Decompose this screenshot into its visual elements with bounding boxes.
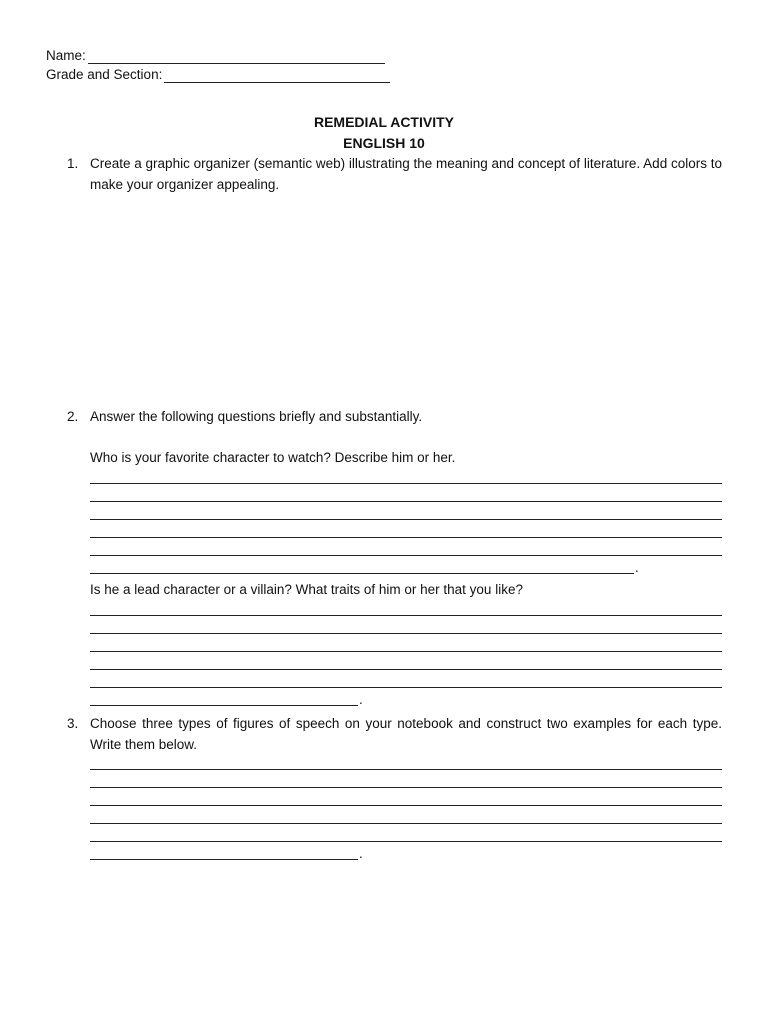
item-2-question-1: Who is your favorite character to watch? Describe him or her. [90, 450, 456, 465]
answer-line[interactable] [90, 670, 722, 688]
answer-line[interactable] [90, 842, 358, 860]
answer-line[interactable] [90, 502, 722, 520]
answer-line[interactable] [90, 538, 722, 556]
item-3-number: 3. [67, 716, 79, 731]
item-2-answer-area-1 [90, 466, 722, 574]
item-1-text: Create a graphic organizer (semantic web) illustrating the meaning and concept of literature. Add colors to make your organizer appealing. [90, 156, 722, 192]
answer-line-end [90, 556, 722, 574]
item-2-number: 2. [67, 409, 79, 424]
answer-line[interactable] [90, 484, 722, 502]
answer-line[interactable] [90, 788, 722, 806]
grade-section-input-line[interactable] [164, 69, 390, 83]
name-field-row [46, 46, 385, 64]
subject-title: ENGLISH 10 [343, 135, 425, 151]
answer-line-end [90, 688, 722, 706]
item-2-text: Answer the following questions briefly and substantially. [90, 409, 423, 424]
answer-line[interactable] [90, 466, 722, 484]
period-mark: . [359, 846, 363, 861]
answer-line[interactable] [90, 824, 722, 842]
answer-line[interactable] [90, 634, 722, 652]
activity-title: REMEDIAL ACTIVITY [313, 114, 454, 130]
answer-line[interactable] [90, 616, 722, 634]
period-mark: . [635, 560, 639, 575]
answer-line[interactable] [90, 652, 722, 670]
answer-line[interactable] [90, 520, 722, 538]
answer-line[interactable] [90, 556, 634, 574]
answer-line[interactable] [90, 770, 722, 788]
answer-line-end [90, 842, 722, 860]
item-2-question-2: Is he a lead character or a villain? What traits of him or her that you like? [90, 582, 523, 597]
answer-line[interactable] [90, 752, 722, 770]
item-3-text: Choose three types of figures of speech on your notebook and construct two examples for each type. Write them below. [90, 716, 722, 752]
name-input-line[interactable] [88, 50, 385, 64]
item-2-answer-area-2 [90, 598, 722, 706]
grade-section-field-row [46, 65, 390, 83]
item-1-number: 1. [67, 156, 79, 171]
item-3-answer-area [90, 752, 722, 860]
name-label: Name: [46, 48, 86, 63]
answer-line[interactable] [90, 688, 358, 706]
grade-section-label: Grade and Section: [46, 67, 163, 82]
answer-line[interactable] [90, 806, 722, 824]
period-mark: . [359, 692, 363, 707]
answer-line[interactable] [90, 598, 722, 616]
